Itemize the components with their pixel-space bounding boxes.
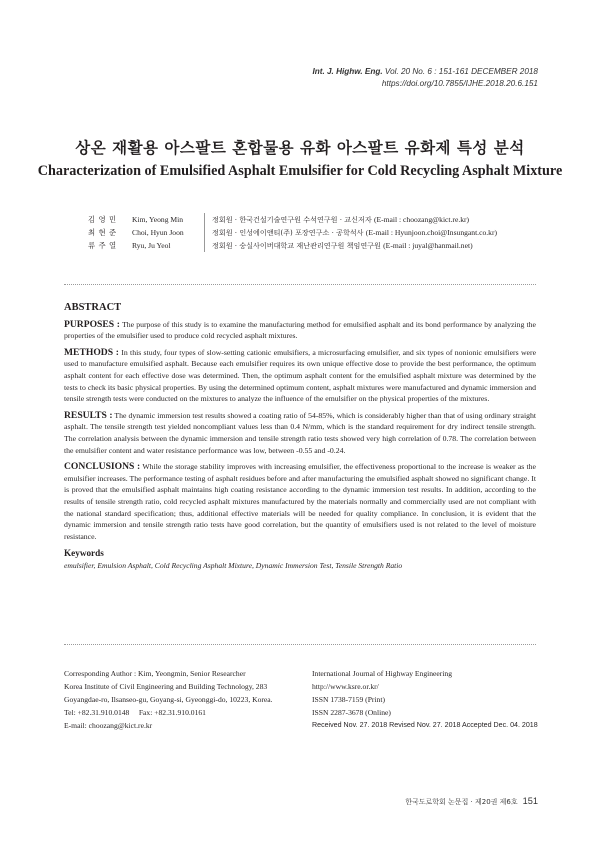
author-row (88, 226, 497, 239)
author-email: (E-mail : choozang@kict.re.kr) (373, 215, 470, 224)
author-name-ko: 김 영 민 (88, 215, 117, 224)
keywords-text: emulsifier, Emulsion Asphalt, Cold Recycling Asphalt Mixture, Dynamic Immersion Test, Tensile Strength Ratio (64, 560, 403, 570)
author-name-en: Ryu, Ju Yeol (124, 239, 205, 252)
purposes-label: PURPOSES : (64, 318, 120, 330)
journal-url[interactable]: http://www.ksre.or.kr/ (312, 682, 379, 691)
author-name-ko: 류 주 열 (88, 241, 117, 250)
footer-email[interactable]: E-mail: choozang@kict.re.kr (64, 721, 153, 730)
author-name-ko: 최 현 준 (88, 228, 117, 237)
received-dates: Received Nov. 27. 2018 Revised Nov. 27. 2018 Accepted Dec. 04. 2018 (312, 721, 538, 729)
abstract-section (64, 302, 536, 571)
divider (64, 644, 536, 645)
affiliation-text: 정회원 · 한국건설기술연구원 수석연구원 · 교신저자 (212, 215, 372, 224)
page-footer (405, 796, 538, 807)
author-list (88, 213, 497, 252)
author-affiliation (205, 239, 473, 252)
footer-line: International Journal of Highway Engineering (312, 669, 453, 678)
footer-line: Korea Institute of Civil Engineering and Building Technology, 283 (64, 682, 268, 691)
methods-text: In this study, four types of slow-setting cationic emulsifiers, a microsurfacing emulsifier, and six types of nonionic emulsifiers were used to manufacture emulsified asphalt. Because each emulsifier requires its own unique effective dose to provide the best performance, the optimum asphalt content for each effective dose was determined. Then, the optimum asphalt content for the emulsified asphalt mixture was determined by the tests to check its basic physical properties. By using the determined optimum content, asphalt mixtures were manufactured and dynamic immersion and tensile strength tests were conducted on the mixtures to analyze the influence of the emulsifier on the physical properties of the mixtures. (64, 347, 537, 404)
journal-name: Int. J. Highw. Eng. (312, 67, 383, 76)
keywords-heading: Keywords (64, 548, 104, 559)
doi-link[interactable]: https://doi.org/10.7855/IJHE.2018.20.6.151 (381, 79, 538, 88)
conclusions-label: CONCLUSIONS : (64, 461, 141, 473)
volume-issue: Vol. 20 No. 6 : 151-161 DECEMBER 2018 (384, 67, 538, 76)
author-email: (E-mail : Hyunjoon.choi@Insungant.co.kr) (365, 228, 498, 237)
journal-info-block (312, 667, 552, 732)
author-name-en: Kim, Yeong Min (124, 213, 205, 226)
korean-title: 상온 재활용 아스팔트 혼합물용 유화 아스팔트 유화제 특성 분석 (75, 139, 525, 157)
footer-line: Goyangdae-ro, Ilsanseo-gu, Goyang-si, Gyeonggi-do, 10223, Korea. (64, 695, 273, 704)
results-text: The dynamic immersion test results showed a coating ratio of 54-85%, which is considerably higher than that of using ordinary straight asphalt. The tensile strength test yielded noncompliant values less than 0.4 N/mm, which is the standard requirement for dry indirect tensile strength. The correlation analysis between the dynamic immersion and tensile strength ratio tests showed very high correlation of 0.78. The correlation between the emulsifier content and water resistance performance was low, between -0.55 and -0.24. (64, 410, 536, 455)
affiliation-text: 정회원 · 인성에이앤티(주) 포장연구소 · 공학석사 (212, 228, 364, 237)
footer-line: Corresponding Author : Kim, Yeongmin, Senior Researcher (64, 669, 246, 678)
footer-line: Tel: +82.31.910.0148 Fax: +82.31.910.0161 (64, 708, 206, 717)
conclusions-paragraph (64, 461, 536, 542)
journal-header (312, 66, 538, 90)
abstract-heading: ABSTRACT (64, 302, 122, 313)
affiliation-text: 정회원 · 숭실사이버대학교 재난관리연구원 책임연구원 (212, 241, 381, 250)
english-title: Characterization of Emulsified Asphalt Emulsifier for Cold Recycling Asphalt Mixture (37, 163, 563, 179)
author-row (88, 239, 497, 252)
page-footer-text: 한국도로학회 논문집 · 제20권 제6호 (405, 798, 518, 806)
author-affiliation (205, 213, 469, 226)
results-paragraph (64, 410, 536, 456)
author-affiliation (205, 226, 497, 239)
footer-line: ISSN 1738-7159 (Print) (312, 695, 385, 704)
footer-line: ISSN 2287-3678 (Online) (312, 708, 391, 717)
divider (64, 284, 536, 285)
purposes-paragraph (64, 319, 536, 342)
page-number: 151 (522, 796, 538, 806)
results-label: RESULTS : (64, 409, 113, 421)
purposes-text: The purpose of this study is to examine the manufacturing method for emulsified asphalt and its bond performance by analyzing the properties of the emulsifier used to produce cold recycled asphalt mixtures. (64, 319, 536, 341)
author-name-en: Choi, Hyun Joon (124, 226, 205, 239)
methods-paragraph (64, 347, 536, 405)
author-row (88, 213, 497, 226)
methods-label: METHODS : (64, 346, 119, 358)
conclusions-text: While the storage stability improves with increasing emulsifier, the effectiveness proportional to the increase is weaker as the emulsifier increases. The performance testing of asphalt residues before and after manufacturing the emulsified asphalt showed no significant change. It is proved that the emulsified asphalt maintains high coating resistance according to the dynamic immersion test results. In addition, according to the results of tensile strength ratio, cold recycled asphalt mixtures manufactured by the materials normally and commercially used are not compliant with the national standard specification; thus, additional effective materials will be needed for quality compliance. In conclusion, it is evident that the dynamic immersion and tensile strength ratio tests have good correlation, but the quantity of emulsifiers used is not related to the level of moisture resistance. (64, 462, 536, 541)
author-email: (E-mail : juyal@hanmail.net) (383, 241, 473, 250)
corresponding-author-block (64, 667, 304, 732)
